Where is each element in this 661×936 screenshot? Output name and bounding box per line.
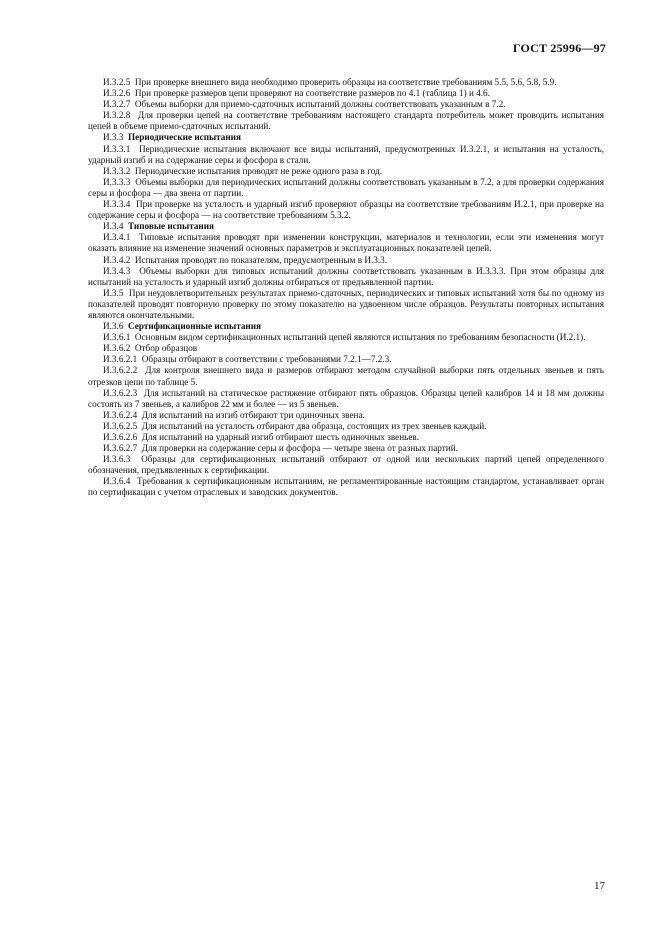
clause-text: При проверке размеров цепи проверяют на соответствие размеров по 4.1 (таблица 1) и 4.6. [134,88,490,99]
clause-paragraph [88,177,604,199]
clause-paragraph [88,410,604,421]
clause-number: И.3.3.1 [103,143,131,154]
clause-number: И.3.6 [103,321,124,332]
clause-text: Для испытаний на изгиб отбирают три одиночных звена. [141,409,365,420]
clause-paragraph [88,454,604,476]
clause-paragraph [88,110,604,132]
clause-text: Требования к сертификационным испытаниям, не регламентированные настоящим стандартом, устанавливает орган по сертификации с учетом отраслевых и заводских документов. [88,476,605,498]
clause-paragraph [88,421,604,432]
clause-paragraph [88,266,604,288]
clause-paragraph [88,166,604,177]
clause-paragraph [88,332,604,343]
clause-text: Для проверки на содержание серы и фосфора — четыре звена от разных партий. [141,443,458,454]
clause-paragraph [88,199,604,221]
clause-number: И.3.6.2.6 [103,432,138,442]
clause-number: И.3.4 [103,221,124,232]
section-heading [88,321,604,332]
clause-text: При проверке на усталость и ударный изгиб проверяют образцы на соответствие требованиям И.2.1, при проверке на содержание серы и фосфора — на соответствие требованиям 5.3.2. [88,199,604,221]
document-body [88,77,604,499]
clause-text: Образцы отбирают в соответствии с требованиями 7.2.1—7.2.3. [141,354,392,365]
clause-paragraph [88,443,604,454]
clause-paragraph [88,476,604,498]
clause-paragraph [88,255,604,266]
clause-text: Типовые испытания проводят при изменении конструкции, материалов и технологии, если эти изменения могут оказать влияние на изменение значений основных параметров и эксплуатационных показателей цепей. [88,232,604,254]
clause-number: И.3.3.2 [103,165,131,176]
clause-number: И.3.3 [103,132,124,143]
clause-paragraph [88,343,604,354]
clause-paragraph [88,99,604,110]
clause-paragraph [88,88,604,99]
clause-text: Для испытаний на ударный изгиб отбирают шесть одиночных звеньев. [141,432,420,442]
clause-number: И.3.2.6 [103,88,131,99]
page-number: 17 [594,880,605,892]
clause-paragraph [88,288,604,321]
clause-number: И.3.6.4 [103,476,131,487]
clause-number: И.3.4.3 [103,265,131,276]
clause-text: Для контроля внешнего вида и размеров отбирают методом случайной выборки пять отдельных звеньев и пять отрезков цепи по таблице 5. [88,365,604,387]
clause-number: И.3.6.2.5 [103,420,138,431]
clause-text: Образцы для сертификационных испытаний отбирают от одной или нескольких партий цепей определенного обозначения, предъявленных к сертификации. [88,454,604,476]
clause-number: И.3.6.2.7 [103,443,138,454]
section-heading-title: Типовые испытания [128,221,214,232]
clause-text: При проверке внешнего вида необходимо проверить образцы на соответствие требованиям 5.5, 5.6, 5.8, 5.9. [134,77,557,87]
clause-text: Объемы выборки для приемо-сдаточных испытаний должны соответствовать указанным в 7.2. [134,99,506,110]
clause-paragraph [88,144,604,166]
clause-text: Объемы выборки для периодических испытаний должны соответствовать указанным в 7.2, а для проверки содержания серы и фосфора — два звена от партии. [88,176,605,198]
clause-number: И.3.2.7 [103,99,131,110]
clause-paragraph [88,388,604,410]
clause-text: При неудовлетворительных результатах приемо-сдаточных, периодических и типовых испытаний хотя бы по одному из показателей проводят повторную проверку по этому показателю на удвоенном числе образцов. Результаты повторных испытания являются окончательными. [88,287,604,320]
clause-number: И.3.6.2.2 [103,365,138,376]
clause-paragraph [88,77,604,88]
section-heading-title: Сертификационные испытания [128,321,261,332]
clause-text: Основным видом сертификационных испытаний цепей являются испытания по требованиям безопасности (И.2.1). [134,332,586,343]
clause-text: Для проверки цепей на соответствие требованиям настоящего стандарта потребитель может проводить испытания цепей в объеме приемо-сдаточных испытаний. [88,110,604,132]
clause-number: И.3.6.3 [103,454,131,465]
clause-number: И.3.6.2.4 [103,409,138,420]
clause-paragraph [88,354,604,365]
clause-paragraph [88,232,604,254]
clause-number: И.3.6.1 [103,332,131,343]
section-heading [88,221,604,232]
clause-text: Испытания проводят по показателям, предусмотренным в И.3.3. [134,254,388,265]
clause-text: Периодические испытания проводят не реже одного раза в год. [134,165,383,176]
clause-text: Для испытаний на усталость отбирают два образца, состоящих из трех звеньев каждый. [141,420,487,431]
clause-number: И.3.2.8 [103,110,131,121]
clause-number: И.3.3.4 [103,199,131,210]
clause-text: Периодические испытания включают все виды испытаний, предусмотренных И.3.2.1, и испытания на усталость, ударный изгиб и на содержание серы и фосфора в стали. [88,143,604,165]
clause-paragraph [88,365,604,387]
clause-number: И.3.4.2 [103,254,131,265]
clause-number: И.3.3.3 [103,176,131,187]
document-header: ГОСТ 25996—97 [512,41,606,55]
clause-text: Объемы выборки для типовых испытаний должны соответствовать указанным в И.3.3.3. При этом образцы для испытаний на усталость и ударный изгиб должны отбираться от предъявленной партии. [88,265,604,287]
clause-number: И.3.4.1 [103,232,131,243]
section-heading-title: Периодические испытания [128,132,241,143]
clause-paragraph [88,432,604,443]
section-heading [88,132,604,143]
clause-text: Отбор образцов [134,343,198,354]
clause-number: И.3.6.2.3 [103,387,138,398]
clause-number: И.3.2.5 [103,77,131,87]
clause-number: И.3.6.2.1 [103,354,138,365]
clause-text: Для испытаний на статическое растяжение отбирают пять образцов. Образцы цепей калибров 14 и 18 мм должны состоять из 7 звеньев, а калибров 22 мм и более — из 5 звеньев. [88,387,604,409]
clause-number: И.3.5 [103,287,124,298]
clause-number: И.3.6.2 [103,343,131,354]
